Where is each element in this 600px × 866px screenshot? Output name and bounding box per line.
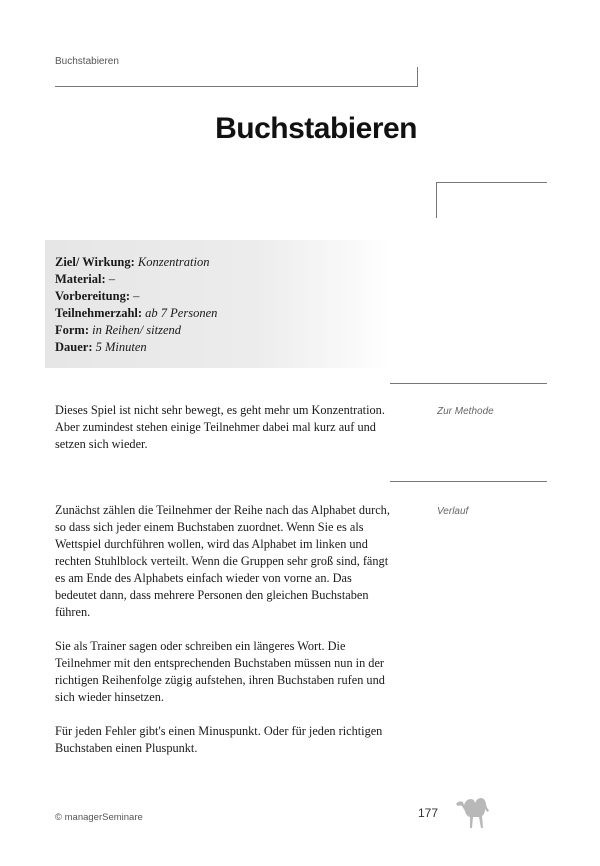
info-material: Material: – (55, 272, 116, 286)
title-rule (437, 182, 547, 183)
info-dauer: Dauer: 5 Minuten (55, 340, 147, 354)
methode-label: Zur Methode (437, 406, 494, 417)
info-teilnehmer: Teilnehmerzahl: ab 7 Personen (55, 306, 218, 320)
info-vorbereitung: Vorbereitung: – (55, 289, 140, 303)
section-rule-methode (390, 383, 547, 384)
verlauf-text: Zunächst zählen die Teilnehmer der Reihe nach das Alphabet durch, so dass sich jeder einem Buchstaben zuordnet. Wenn Sie es als Wettspiel durchführen wollen, wird das Alphabet im linken und rechten Stuhlblock verteilt. Wenn die Gruppen sehr groß sind, fängt es am Ende des Alphabets einfach wieder von vorne an. Das bedeutet dann, dass mehrere Personen den gleichen Buchstaben führen. Sie als Trainer sagen oder schreiben ein längeres Wort. Die Teilnehmer mit den entsprechenden Buchstaben müssen nun in der richtigen Reihenfolge zügig aufstehen, ihren Buchstaben rufen und sich wieder hinsetzen. Für jeden Fehler gibt's einen Minuspunkt. Oder für jeden richtigen Buchstaben einen Pluspunkt. (55, 503, 390, 755)
header-rule (55, 86, 418, 87)
info-ziel: Ziel/ Wirkung: Konzentration (55, 255, 210, 269)
title-rule-tick (436, 182, 437, 218)
info-list (55, 254, 217, 356)
page-number: 177 (418, 806, 439, 820)
section-rule-verlauf (390, 481, 547, 482)
methode-text: Dieses Spiel ist nicht sehr bewegt, es geht mehr um Konzentration. Aber zumindest stehen einige Teilnehmer dabei mal kurz auf und setzen sich wieder. (55, 403, 385, 451)
page-title: Buchstabieren (215, 112, 417, 145)
header-rule-tick (417, 67, 418, 87)
verlauf-label: Verlauf (437, 506, 469, 517)
running-head: Buchstabieren (55, 56, 119, 67)
info-form: Form: in Reihen/ sitzend (55, 323, 182, 337)
camel-logo-icon (452, 790, 494, 832)
copyright: © managerSeminare (55, 812, 143, 823)
